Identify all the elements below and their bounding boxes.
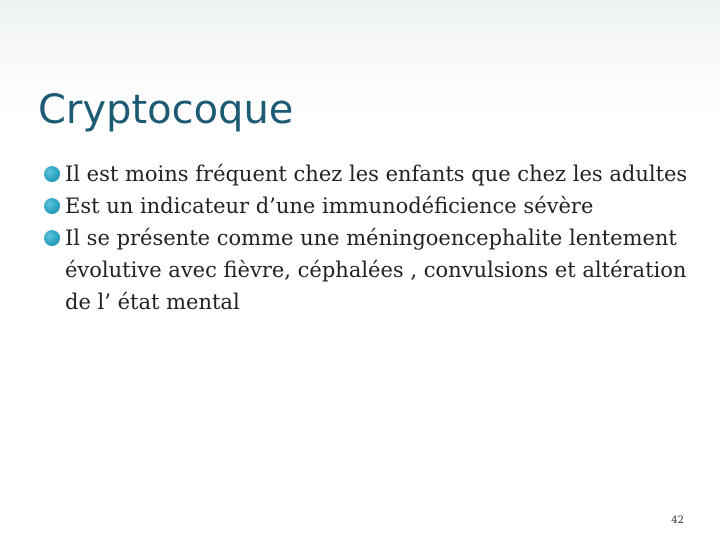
bullet-item: [44, 158, 694, 190]
bullet-list: [44, 158, 694, 318]
slide-title: Cryptocoque: [38, 87, 294, 133]
bullet-text: Est un indicateur d’une immunodéficience sévère: [65, 194, 594, 218]
bullet-item: [44, 222, 694, 318]
bullet-item: [44, 190, 694, 222]
bullet-dot-icon: [44, 166, 60, 182]
bullet-text: Il se présente comme une méningoencephalite lentement évolutive avec fièvre, céphalées , convulsions et altération de l’ état mental: [65, 226, 687, 314]
bullet-text: Il est moins fréquent chez les enfants que chez les adultes: [65, 162, 688, 186]
bullet-dot-icon: [44, 230, 60, 246]
bullet-dot-icon: [44, 198, 60, 214]
page-number: 42: [671, 515, 684, 526]
